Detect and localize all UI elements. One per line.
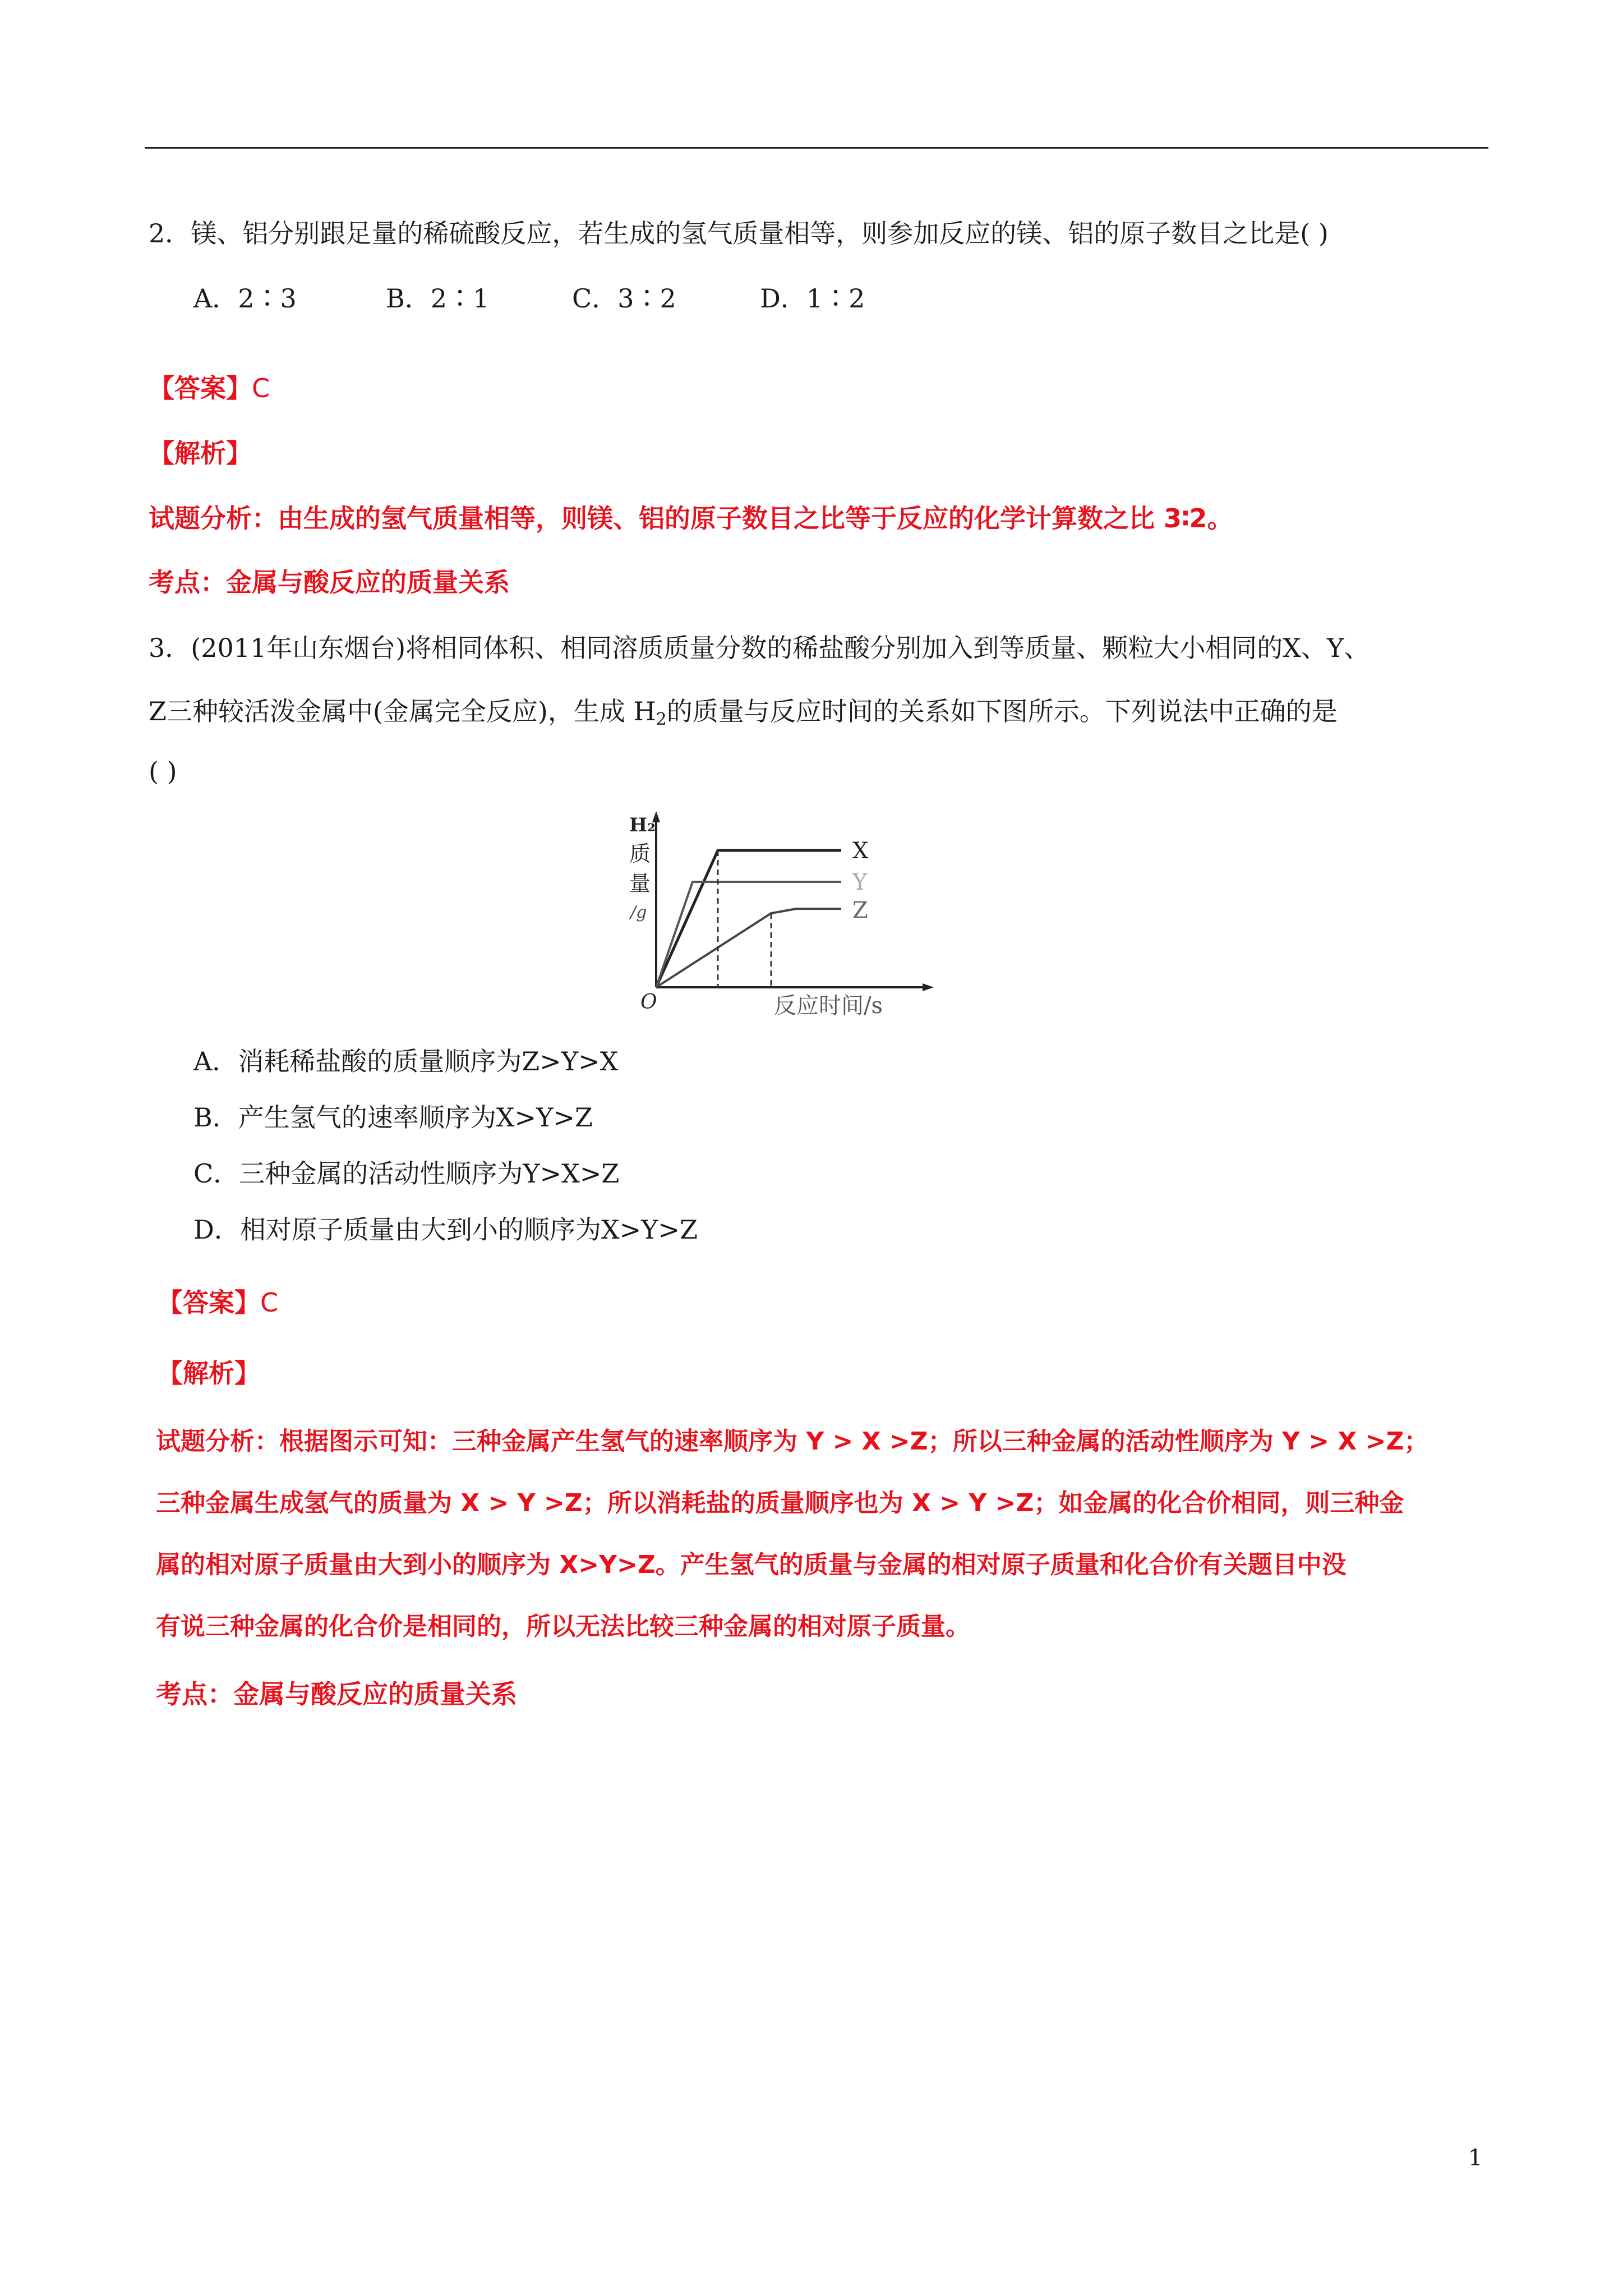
q3-answer-value: C xyxy=(260,1287,279,1318)
figure-y-label-1: 质 xyxy=(629,841,651,866)
figure-origin: O xyxy=(640,991,657,1014)
q3-analysis-label: 【解析】 xyxy=(157,1358,260,1388)
figure-x-arrow xyxy=(923,983,934,991)
q3-stem-line2-pre: Z三种较活泼金属中(金属完全反应)，生成 H xyxy=(149,696,656,726)
curve-z xyxy=(656,909,841,987)
curve-y xyxy=(656,882,841,987)
q3-answer-label: 【答案】 xyxy=(157,1287,260,1318)
series-label-y: Y xyxy=(852,869,868,895)
q3-stem-line1: 3．(2011年山东烟台)将相同体积、相同溶质质量分数的稀盐酸分别加入到等质量、颗粒大小相同的X、Y、 xyxy=(149,633,1370,663)
q3-stem-line2 xyxy=(149,694,1338,728)
q2-option-a: A．2∶3 xyxy=(193,283,297,314)
q2-stem: 2．镁、铝分别跟足量的稀硫酸反应，若生成的氢气质量相等，则参加反应的镁、铝的原子数目之比是( ) xyxy=(149,218,1329,249)
q3-option-d: D．相对原子质量由大到小的顺序为X>Y>Z xyxy=(193,1214,698,1245)
q3-analysis-line-2: 三种金属生成氢气的质量为 X > Y >Z；所以消耗盐的质量顺序也为 X > Y >Z；如金属的化合价相同，则三种金 xyxy=(156,1489,1404,1517)
q2-analysis-label: 【解析】 xyxy=(149,438,252,468)
q2-answer-value: C xyxy=(252,373,270,403)
series-label-z: Z xyxy=(852,898,868,923)
q2-answer xyxy=(149,371,270,405)
figure-y-label-2: 量 xyxy=(629,871,651,896)
figure-y-label-0: H₂ xyxy=(629,814,656,836)
figure-x-label: 反应时间/s xyxy=(774,993,883,1019)
q2-option-d: D．1∶2 xyxy=(760,283,865,314)
q2-answer-label: 【答案】 xyxy=(149,373,252,403)
q3-analysis-line-4: 有说三种金属的化合价是相同的，所以无法比较三种金属的相对原子质量。 xyxy=(156,1612,970,1641)
series-label-x: X xyxy=(852,838,869,864)
q3-answer xyxy=(157,1286,278,1319)
q3-stem-line2-post: 的质量与反应时间的关系如下图所示。下列说法中正确的是 xyxy=(666,696,1338,726)
q3-option-b: B．产生氢气的速率顺序为X>Y>Z xyxy=(193,1102,593,1133)
q2-option-b: B．2∶1 xyxy=(386,283,490,314)
figure-y-label-3: /g xyxy=(630,903,647,922)
q3-stem-line2-sub: 2 xyxy=(656,710,667,729)
q3-kaodian: 考点：金属与酸反应的质量关系 xyxy=(156,1679,517,1709)
q2-option-c: C．3∶2 xyxy=(572,283,676,314)
q3-option-a: A．消耗稀盐酸的质量顺序为Z>Y>X xyxy=(193,1046,619,1076)
q3-stem-line3: ( ) xyxy=(149,756,177,786)
curve-x xyxy=(656,850,841,987)
header-rule xyxy=(145,147,1488,149)
q2-analysis: 试题分析：由生成的氢气质量相等，则镁、铝的原子数目之比等于反应的化学计算数之比 3∶2。 xyxy=(149,503,1233,533)
page-number: 1 xyxy=(1468,2145,1483,2171)
q3-analysis-line-3: 属的相对原子质量由大到小的顺序为 X>Y>Z。产生氢气的质量与金属的相对原子质量和化合价有关题目中没 xyxy=(156,1550,1347,1579)
q3-option-c: C．三种金属的活动性顺序为Y>X>Z xyxy=(193,1158,620,1189)
q2-kaodian: 考点：金属与酸反应的质量关系 xyxy=(149,567,510,597)
q3-analysis-line-1: 试题分析：根据图示可知：三种金属产生氢气的速率顺序为 Y > X >Z；所以三种金属的活动性顺序为 Y > X >Z； xyxy=(156,1427,1429,1456)
h2-mass-time-figure xyxy=(629,808,937,1021)
